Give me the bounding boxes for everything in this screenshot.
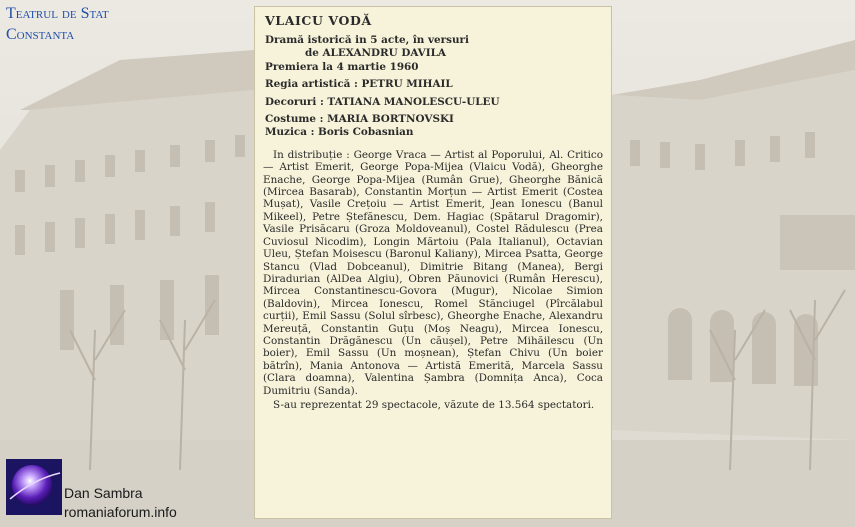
direction-credit: Regia artistică : PETRU MIHAIL (265, 78, 453, 91)
play-author: de ALEXANDRU DAVILA (305, 47, 446, 60)
music-credit: Muzica : Boris Cobasnian (265, 126, 414, 139)
playbill-card (254, 6, 612, 519)
cast-section (263, 149, 603, 412)
costumes-credit: Costume : MARIA BORTNOVSKI (265, 113, 454, 126)
credit-name: Dan Sambra (64, 485, 143, 501)
theatre-title (6, 3, 109, 45)
play-credits (265, 34, 603, 140)
play-title: VLAICU VODĂ (265, 13, 372, 28)
credit-website-link[interactable]: romaniaforum.info (64, 504, 177, 520)
performance-count: S-au reprezentat 29 spectacole, văzute de 13.564 spectatori. (273, 398, 595, 411)
author-credit (4, 459, 177, 523)
premiere-date: Premiera la 4 martie 1960 (265, 60, 419, 73)
theatre-title-line1: Teatrul de Stat (6, 5, 109, 22)
purple-globe-logo-icon (6, 459, 62, 515)
play-subtitle: Dramă istorică in 5 acte, în versuri (265, 34, 469, 46)
sets-credit: Decoruri : TATIANA MANOLESCU-ULEU (265, 95, 500, 108)
cast-list: In distribuție : George Vraca — Artist al Poporului, Al. Critico — Artist Emerit, George Popa-Mijea (Vlaicu Vodă), Gheorghe Enache, George Popa-Mijea (Rumân Grue), Gheorghe Bănică (Mircea Basarab), Constantin Morțun — Artist Emerit (Costea Mușat), Vasile Crețoiu — Artist Emerit, Jean Ionescu (Banul Mikeel), Petre Ștefănescu, Dem. Hagiac (Spătarul Dragomir), Vasile Prisăcaru (Groza Moldoveanul), Costel Rădulescu (Prea Cuviosul Nicodim), Longin Mărtoiu (Pala Italianul), Octavian Uleu, Ștefan Moisescu (Baronul Kaliany), Mircea Psatta, George Stancu (Vlad Dobceanul), Dimitrie Bitang (Manea), Bergi Diradurian (AlDea Algiu), Obren Păunovici (Rumân Herescu), Mircea Constantinescu-Govora (Mugur), Nicolae Simion (Baldovin), Mircea Ionescu, Romel Stănciugel (Pîrcălabul curții), Emil Sassu (Solul sîrbesc), Gheorghe Enache, Alexandru Mereuță, Constantin Guțu (Moș Neagu), Mircea Ionescu, Constantin Drăgănescu (Un căușel), Petre Mihăilescu (Un boier), Emil Sassu (Un moșnean), Ștefan Chivu (Un boier bătrîn), Mania Antonova — Artistă Emerită, Marcela Sassu (Clara doamna), Valentina Șambra (Domnița Anca), Coca Dumitriu (Sanda). (263, 148, 603, 397)
theatre-title-line2: Constanta (6, 26, 75, 43)
